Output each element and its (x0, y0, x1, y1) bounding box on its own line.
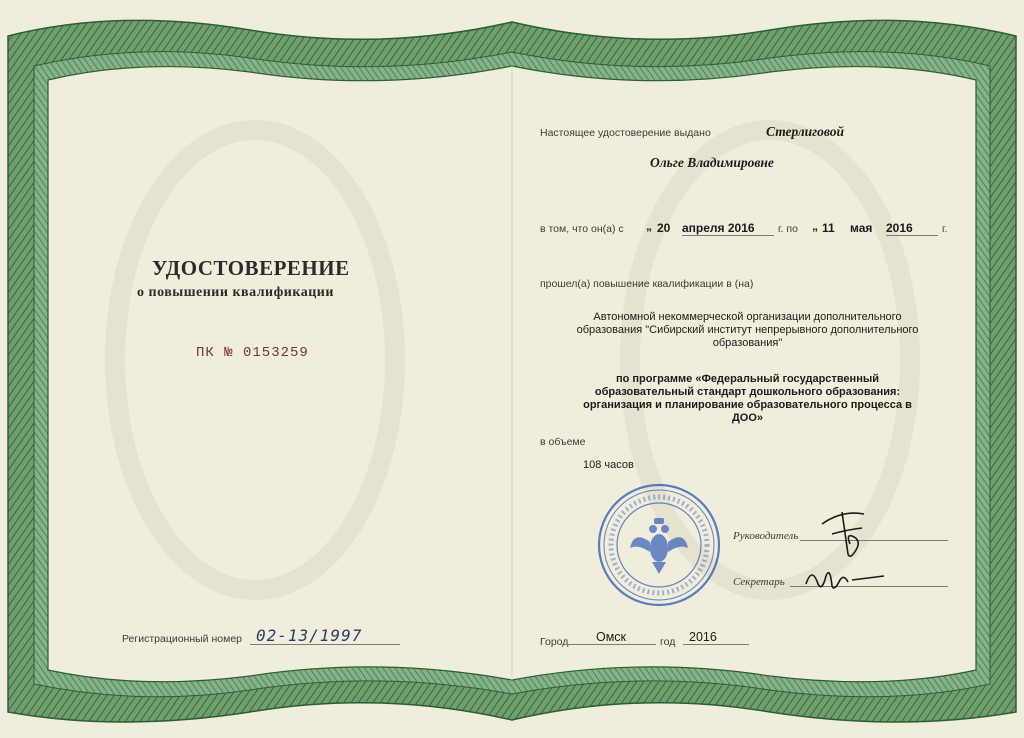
date-quote-open: „ (646, 219, 652, 233)
city-label: Город (540, 636, 569, 648)
year-label: год (660, 636, 676, 648)
certificate-subtitle: о повышении квалификации (137, 285, 334, 300)
end-day: 11 (822, 221, 835, 235)
date-quote-open-2: „ (812, 219, 818, 233)
end-month: мая (850, 221, 873, 235)
recipient-name: Ольге Владимировне (650, 155, 774, 170)
certificate-title: УДОСТОВЕРЕНИЕ (152, 256, 350, 280)
director-signature-icon (812, 504, 882, 562)
city-value: Омск (566, 631, 656, 645)
period-prefix: в том, что он(а) с (540, 223, 624, 235)
date-to-label: г. по (778, 223, 798, 235)
issued-label: Настоящее удостоверение выдано (540, 127, 711, 139)
end-year: 2016 (886, 221, 938, 236)
registration-number: 02-13/1997 (256, 626, 363, 645)
secretary-signature-icon (800, 562, 890, 596)
hours-value: 108 часов (583, 459, 634, 471)
recipient-surname: Стерлиговой (766, 124, 845, 139)
volume-label: в объеме (540, 436, 586, 448)
start-month-year: апреля 2016 (682, 221, 774, 236)
registration-line (250, 626, 400, 645)
director-label: Руководитель (733, 530, 799, 542)
passed-label: прошел(а) повышение квалификации в (на) (540, 278, 754, 290)
organization-name: Автономной некоммерческой организации дополнительного образования "Сибирский институт непрерывного дополнительного образования" (576, 311, 919, 349)
end-year-suffix: г. (942, 223, 948, 235)
start-day: 20 (657, 221, 671, 235)
year-value: 2016 (683, 631, 749, 645)
registration-label: Регистрационный номер (122, 633, 242, 645)
serial-number: ПК № 0153259 (196, 345, 309, 361)
program-name: по программе «Федеральный государственный образовательный стандарт дошкольного образования: организация и планирование образовательного процесса в ДОО» (583, 373, 912, 424)
secretary-label: Секретарь (733, 576, 785, 588)
official-seal-icon (596, 482, 722, 608)
